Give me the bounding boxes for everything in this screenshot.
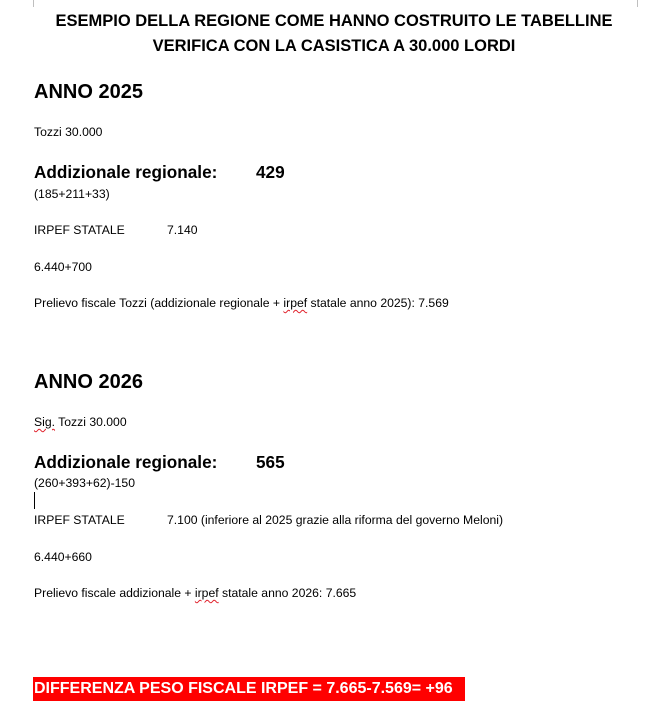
- year-2026-irpef-label: IRPEF STATALE: [34, 513, 125, 527]
- document-title-line-1: ESEMPIO DELLA REGIONE COME HANNO COSTRUITO LE TABELLINE: [55, 12, 613, 30]
- year-2026-addizionale-calc: (260+393+62)-150: [34, 476, 135, 490]
- year-2025-prelievo-text-b: statale anno 2025): 7.569: [307, 296, 449, 310]
- year-2025-addizionale-value: 429: [256, 162, 285, 182]
- year-2025-irpef-label: IRPEF STATALE: [34, 223, 125, 237]
- year-2025-prelievo-text-a: Prelievo fiscale Tozzi (addizionale regionale +: [34, 296, 284, 310]
- year-2025-person: Tozzi 30.000: [34, 125, 103, 139]
- year-2026-addizionale-label: Addizionale regionale:: [34, 452, 218, 472]
- page-corner-mark-right: [637, 0, 638, 7]
- year-2026-prelievo-misspelled-word: irpef: [194, 586, 219, 600]
- year-2026-prelievo-text-b: statale anno 2026: 7.665: [218, 586, 357, 600]
- year-2026-prelievo-line: [34, 585, 356, 601]
- year-2025-addizionale-label: Addizionale regionale:: [34, 162, 218, 182]
- year-2026-irpef-value: 7.100 (inferiore al 2025 grazie alla riforma del governo Meloni): [167, 513, 504, 527]
- page-corner-mark-left: [33, 0, 34, 7]
- year-2026-heading: ANNO 2026: [34, 371, 143, 393]
- year-2026-person: [34, 414, 127, 430]
- year-2025-prelievo-line: [34, 295, 449, 311]
- year-2025-prelievo-misspelled-word: irpef: [283, 296, 308, 310]
- year-2025-irpef-calc: 6.440+700: [34, 260, 92, 274]
- year-2026-addizionale-value: 565: [256, 452, 285, 472]
- year-2026-irpef-calc: 6.440+660: [34, 550, 92, 564]
- year-2026-prelievo-text-a: Prelievo fiscale addizionale +: [34, 586, 195, 600]
- difference-banner: DIFFERENZA PESO FISCALE IRPEF = 7.665-7.569= +96: [33, 677, 465, 701]
- year-2025-irpef-value: 7.140: [167, 223, 198, 237]
- year-2026-person-prefix: Sig.: [34, 415, 56, 429]
- year-2025-addizionale-calc: (185+211+33): [34, 187, 110, 201]
- text-cursor: [34, 492, 35, 509]
- year-2026-person-rest: Tozzi 30.000: [55, 415, 127, 429]
- year-2025-heading: ANNO 2025: [34, 81, 143, 103]
- document-title-line-2: VERIFICA CON LA CASISTICA A 30.000 LORDI: [152, 37, 516, 55]
